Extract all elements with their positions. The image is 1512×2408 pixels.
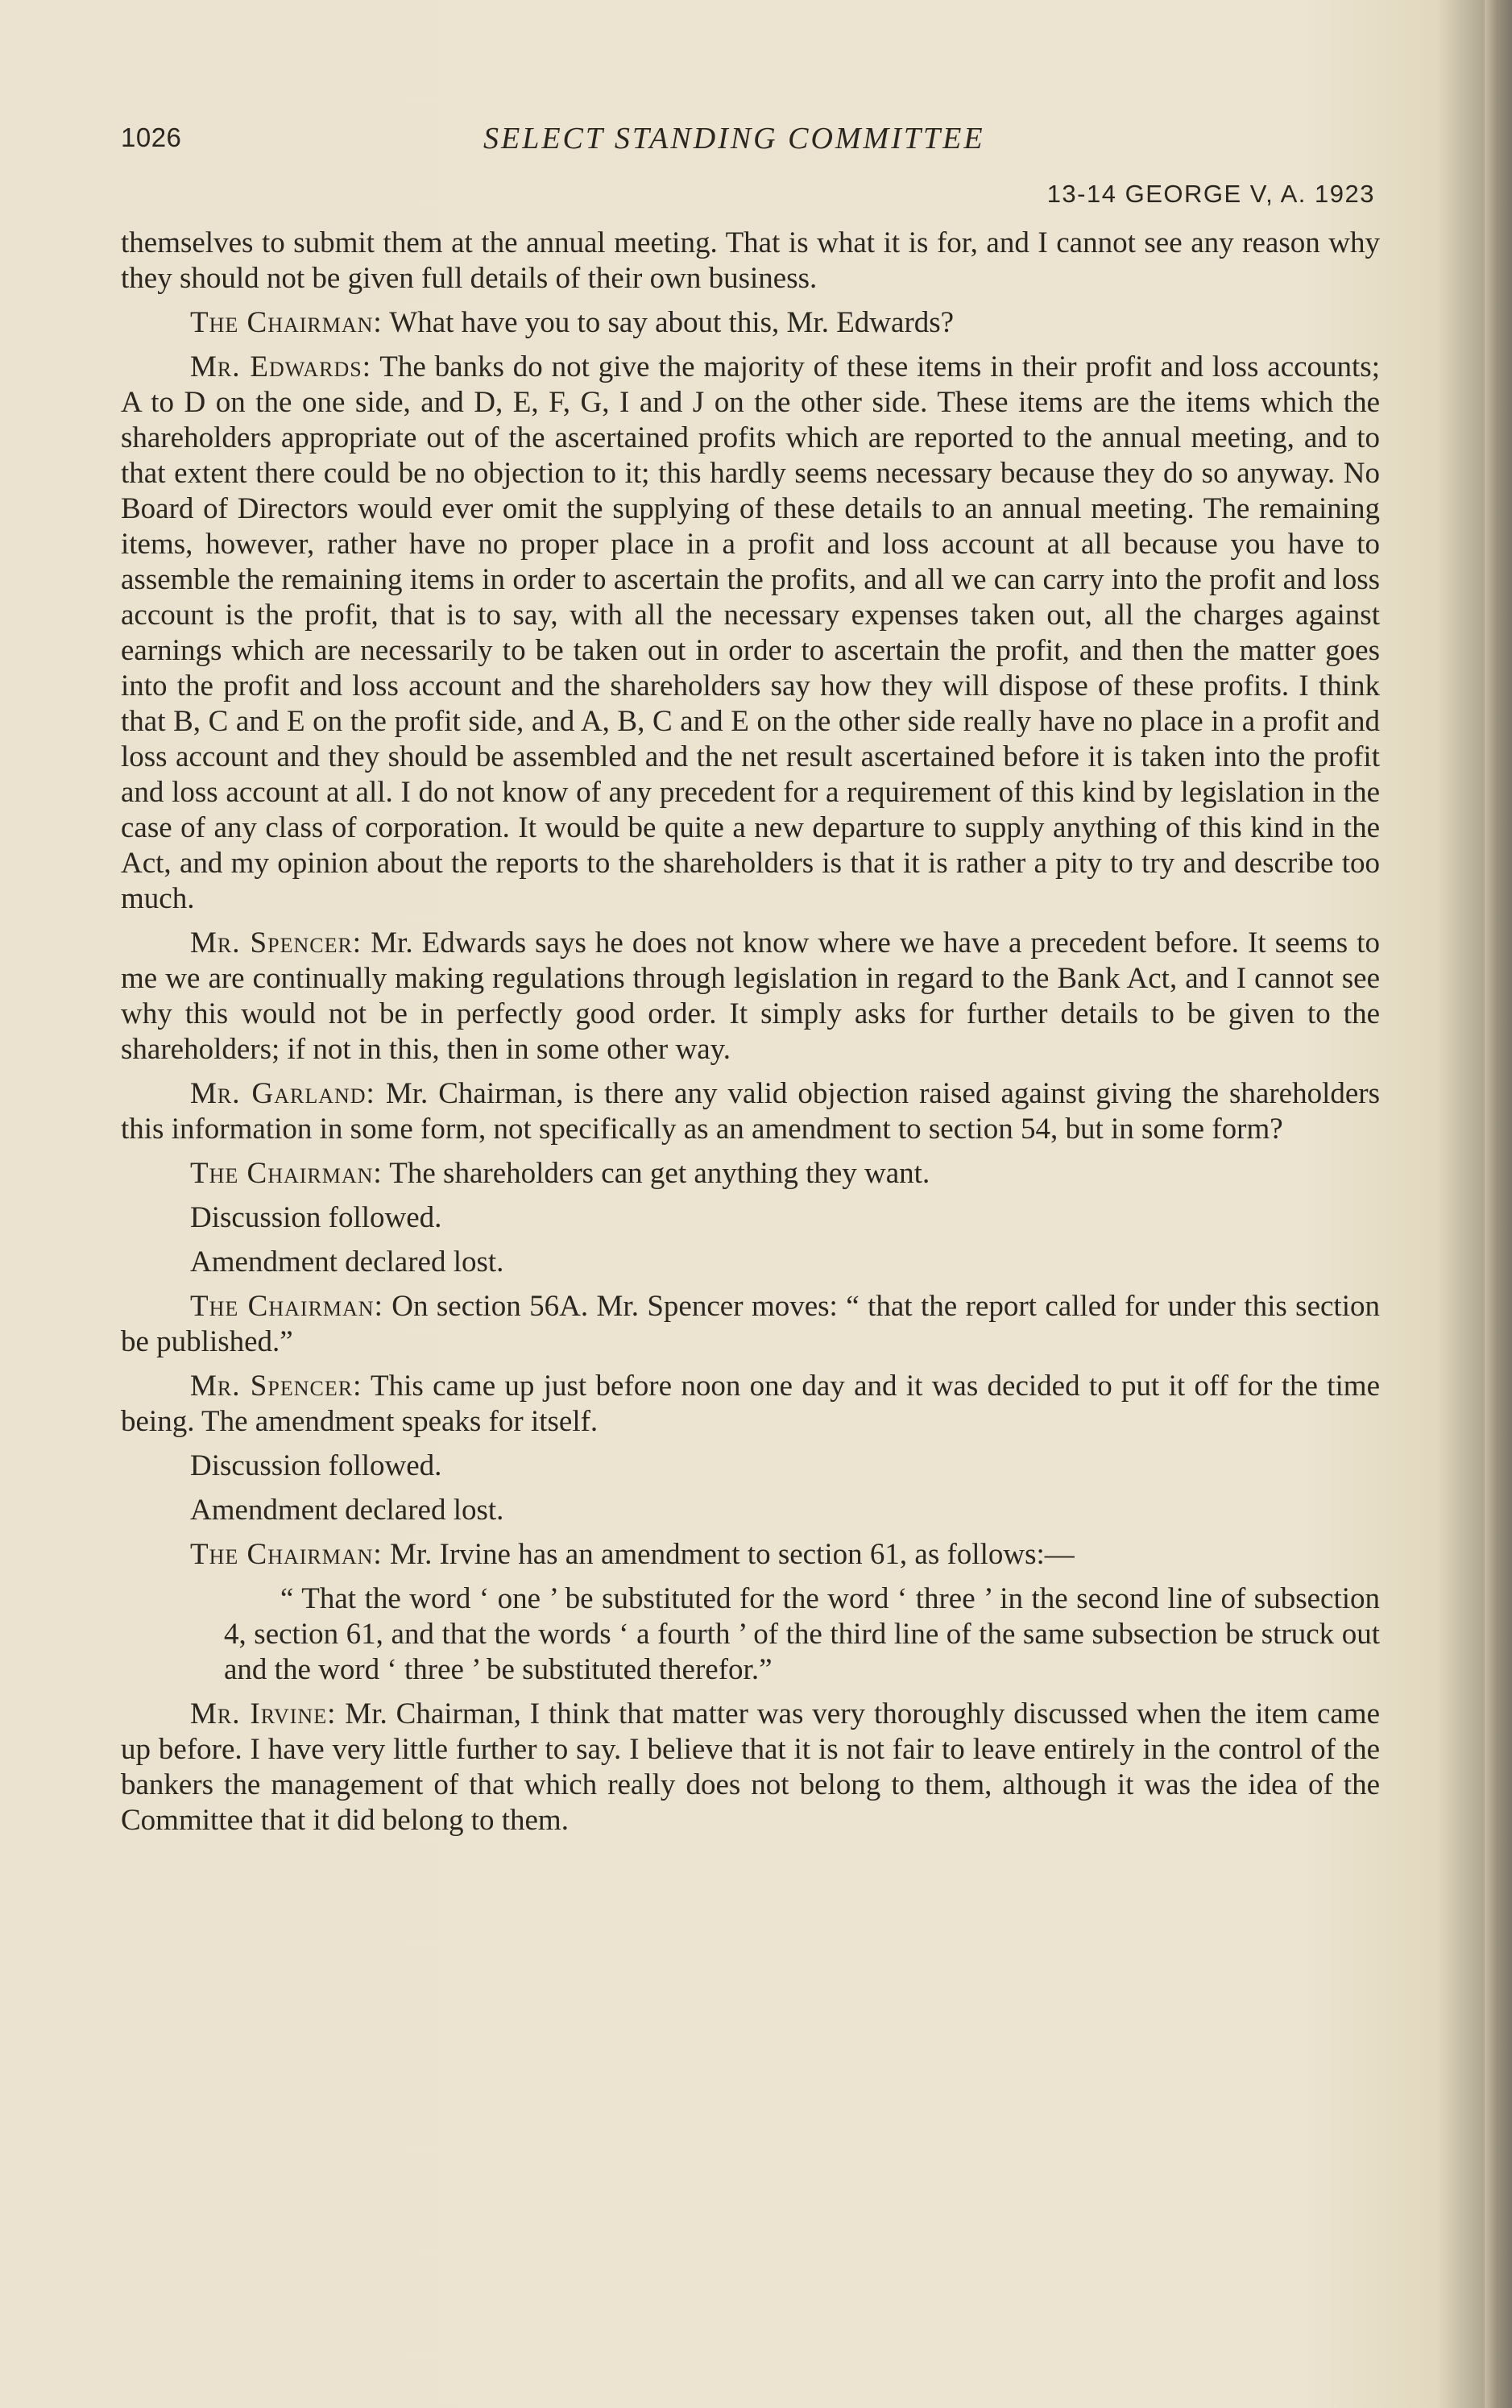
speaker-name: Mr. Spencer: — [190, 1370, 362, 1403]
speaker-name: The Chairman: — [190, 306, 383, 339]
session-reference: 13-14 GEORGE V, A. 1923 — [1046, 180, 1375, 208]
paragraph — [121, 226, 1380, 296]
paragraph-text: The shareholders can get anything they want. — [382, 1157, 930, 1190]
running-title: SELECT STANDING COMMITTEE — [483, 122, 985, 155]
page-edge-shadow — [1485, 0, 1512, 2408]
body-text — [121, 226, 1380, 1847]
speaker-name: Mr. Edwards: — [190, 350, 372, 383]
paragraph-text: “ That the word ‘ one ’ be substituted for the word ‘ three ’ in the second line of subsection 4, section 61, and that the words ‘ a fourth ’ of the third line of the same subsection be struck out and the word ‘ three ’ be substituted therefor.” — [224, 1582, 1380, 1686]
paragraph-text: Discussion followed. — [190, 1201, 442, 1234]
speaker-name: Mr. Spencer: — [190, 926, 362, 959]
quoted-amendment — [121, 1581, 1380, 1688]
procedural-note — [121, 1449, 1380, 1484]
speaker-name: The Chairman: — [190, 1157, 383, 1190]
paragraph-text: Amendment declared lost. — [190, 1245, 504, 1279]
page-number: 1026 — [121, 122, 182, 152]
paragraph-text: On section 56A. Mr. Spencer moves: “ that the report called for under this section be published.” — [121, 1290, 1380, 1358]
paragraph-text: Mr. Irvine has an amendment to section 61, as follows:— — [382, 1538, 1075, 1571]
paragraph — [121, 305, 1380, 341]
paragraph — [121, 926, 1380, 1067]
speaker-name: The Chairman: — [190, 1290, 383, 1323]
procedural-note — [121, 1493, 1380, 1528]
speaker-name: Mr. Irvine: — [190, 1697, 337, 1730]
paragraph — [121, 1076, 1380, 1147]
paragraph-text: Mr. Chairman, I think that matter was very thoroughly discussed when the item came up before. I have very little further to say. I believe that it is not fair to leave entirely in the control of the bankers the management of that which really does not belong to them, although it was the idea of the Committee that it did belong to them. — [121, 1697, 1380, 1837]
paragraph — [121, 1289, 1380, 1360]
paragraph — [121, 350, 1380, 917]
speaker-name: The Chairman: — [190, 1538, 383, 1571]
paragraph-text: Discussion followed. — [190, 1449, 442, 1482]
paragraph — [121, 1369, 1380, 1440]
speaker-name: Mr. Garland: — [190, 1077, 375, 1110]
paragraph-text: Mr. Edwards says he does not know where we have a precedent before. It seems to me we are continually making regulations through legislation in regard to the Bank Act, and I cannot see why this would not be in perfectly good order. It simply asks for further details to be given to the shareholders; if not in this, then in some other way. — [121, 926, 1380, 1066]
procedural-note — [121, 1245, 1380, 1280]
paragraph — [121, 1537, 1380, 1573]
paragraph-text: themselves to submit them at the annual meeting. That is what it is for, and I cannot see any reason why they should not be given full details of their own business. — [121, 226, 1380, 295]
paragraph — [121, 1156, 1380, 1192]
paragraph-text: Mr. Chairman, is there any valid objection raised against giving the shareholders this information in some form, not specifically as an amendment to section 54, but in some form? — [121, 1077, 1380, 1146]
paragraph-text: Amendment declared lost. — [190, 1494, 504, 1527]
paragraph — [121, 1697, 1380, 1838]
paragraph-text: This came up just before noon one day and it was decided to put it off for the time being. The amendment speaks for itself. — [121, 1370, 1380, 1438]
paragraph-text: The banks do not give the majority of these items in their profit and loss accounts; A to D on the one side, and D, E, F, G, I and J on the other side. These items are the items which the shareholders appropriate out of the ascertained profits which are reported to the annual meeting, and to that extent there could be no objection to it; this hardly seems necessary because they do so anyway. No Board of Directors would ever omit the supplying of these details to an annual meeting. The remaining items, however, rather have no proper place in a profit and loss account at all because you have to assemble the remaining items in order to ascertain the profits, and all we can carry into the profit and loss account is the profit, that is to say, with all the necessary expenses taken out, all the charges against earnings which are necessarily to be taken out in order to ascertain the profit, and then the matter goes into the profit and loss account and the shareholders say how they will dispose of these profits. I think that B, C and E on the profit side, and A, B, C and E on the other side really have no place in a profit and loss account and they should be assembled and the net result ascertained before it is taken into the profit and loss account at all. I do not know of any precedent for a requirement of this kind by legislation in the case of any class of corporation. It would be quite a new departure to supply anything of this kind in the Act, and my opinion about the reports to the shareholders is that it is rather a pity to try and describe too much. — [121, 350, 1380, 915]
paragraph-text: What have you to say about this, Mr. Edwards? — [382, 306, 955, 339]
procedural-note — [121, 1200, 1380, 1236]
